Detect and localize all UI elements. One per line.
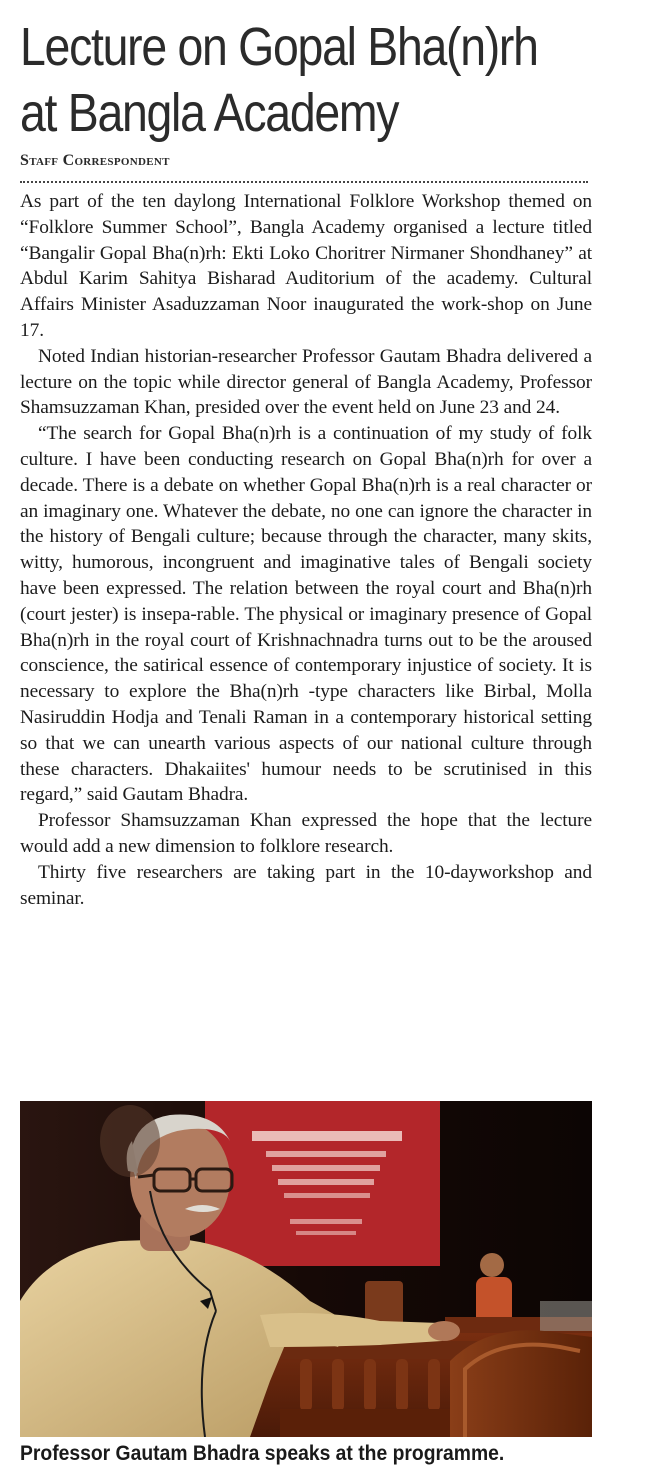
article-photo [20, 1101, 592, 1437]
dotted-divider [20, 181, 588, 183]
article-headline [20, 14, 591, 146]
speaker-hand [428, 1321, 460, 1341]
headline-line-1: Lecture on Gopal Bha(n)rh [20, 17, 538, 77]
article-body [20, 189, 592, 911]
article-byline: Staff Correspondent [20, 152, 170, 169]
headline-line-2: at Bangla Academy [20, 83, 399, 143]
news-article [20, 14, 592, 911]
photo-illustration [20, 1101, 592, 1437]
paragraph-4: Professor Shamsuzzaman Khan expressed the hope that the lecture would add a new dimension to folklore research. [20, 810, 592, 857]
paragraph-1: As part of the ten daylong International Folklore Workshop themed on “Folklore Summer School”, Bangla Academy organised a lecture titled “Bangalir Gopal Bha(n)rh: Ekti Loko Choritrer Nirmaner Shondhaney” at Abdul Karim Sahitya Bisharad Auditorium of the academy. Cultural Affairs Minister Asaduzzaman Noor inaugurated the work-shop on June 17. [20, 191, 592, 341]
photo-caption: Professor Gautam Bhadra speaks at the programme. [20, 1442, 505, 1465]
paragraph-2: Noted Indian historian-researcher Professor Gautam Bhadra delivered a lecture on the topic while director general of Bangla Academy, Professor Shamsuzzaman Khan, presided over the event held on June 23 and 24. [20, 345, 592, 419]
paragraph-5: Thirty five researchers are taking part in the 10-dayworkshop and seminar. [20, 861, 592, 909]
paragraph-3: “The search for Gopal Bha(n)rh is a continuation of my study of folk culture. I have been conducting research on Gopal Bha(n)rh for over a decade. There is a debate on whether Gopal Bha(n)rh is a real character or an imaginary one. Whatever the debate, no one can ignore the character in the history of Bengali culture; because through the character, many skits, witty, humorous, incongruent and imaginative tales of Bengali society have been expressed. The relation between the royal court and Bha(n)rh (court jester) is insepa-rable. The physical or imaginary presence of Gopal Bha(n)rh in the royal court of Krishnachnadra turns out to be the aroused conscience, the satirical essence of contemporary injustice of society. It is necessary to explore the Bha(n)rh -type characters like Birbal, Molla Nasiruddin Hodja and Tenali Raman in a contemporary historical setting so that we can unearth various aspects of our national culture through these characters. Dhakaiites' humour needs to be scrutinised in this regard,” said Gautam Bhadra. [20, 423, 592, 806]
seated-person-head [480, 1253, 504, 1277]
